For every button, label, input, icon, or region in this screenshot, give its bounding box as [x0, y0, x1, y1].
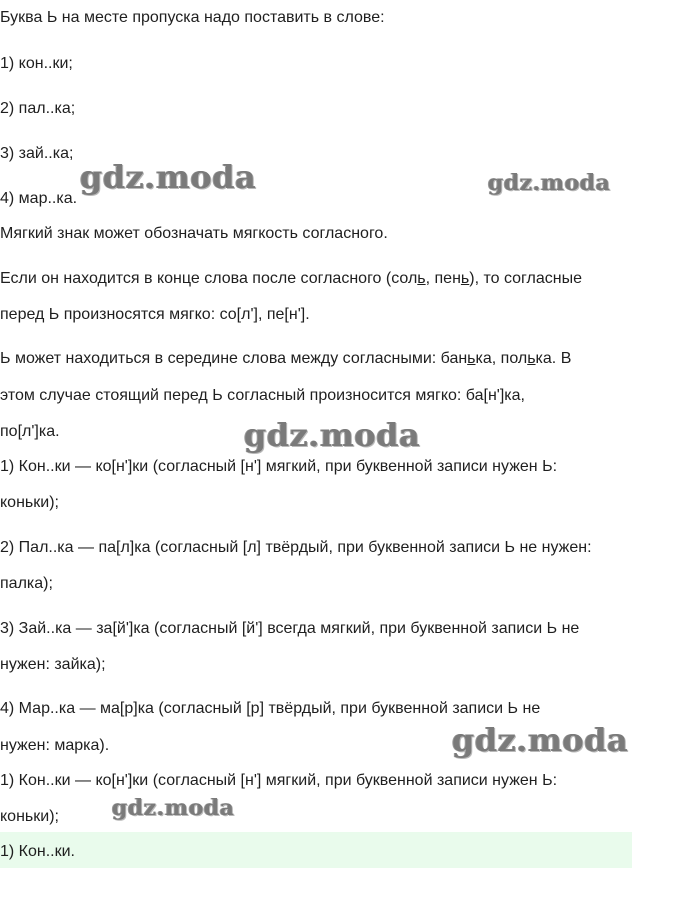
- analysis-4-line-2: нужен: марка).: [0, 737, 110, 754]
- answer-text: 1) Кон..ки.: [0, 843, 75, 860]
- analysis-2-line-1: 2) Пал..ка — па[л]ка (согласный [л] твёрдый, при буквенной записи Ь не нужен:: [0, 539, 592, 556]
- watermark-logo: gdz.moda: [112, 795, 235, 821]
- conclusion-line-1: 1) Кон..ки — ко[н']ки (согласный [н'] мягкий, при буквенной записи нужен Ь:: [0, 772, 558, 789]
- question-text: Буква Ь на месте пропуска надо поставить в слове:: [0, 9, 385, 26]
- analysis-1-line-1: 1) Кон..ки — ко[н']ки (согласный [н'] мягкий, при буквенной записи нужен Ь:: [0, 458, 558, 475]
- watermark-logo: gdz.moda: [452, 721, 629, 759]
- analysis-4-line-1: 4) Мар..ка — ма[р]ка (согласный [р] твёрдый, при буквенной записи Ь не: [0, 700, 541, 717]
- answer-box: [0, 832, 632, 868]
- option-3: 3) зай..ка;: [0, 145, 74, 162]
- conclusion-line-2: коньки);: [0, 808, 59, 825]
- analysis-1-line-2: коньки);: [0, 494, 59, 511]
- rule-2-line-2: этом случае стоящий перед Ь согласный произносится мягко: ба[н']ка,: [0, 387, 525, 404]
- rule-2-line-3: по[л']ка.: [0, 423, 60, 440]
- watermark-logo: gdz.moda: [488, 170, 611, 196]
- analysis-3-line-1: 3) Зай..ка — за[й']ка (согласный [й'] всегда мягкий, при буквенной записи Ь не: [0, 620, 580, 637]
- analysis-3-line-2: нужен: зайка);: [0, 656, 106, 673]
- option-1: 1) кон..ки;: [0, 55, 73, 72]
- option-4: 4) мар..ка.: [0, 190, 78, 207]
- watermark-logo: gdz.moda: [80, 158, 257, 196]
- rule-1-line-1: Если он находится в конце слова после согласного (соль, пень), то согласные: [0, 270, 583, 287]
- watermark-logo: gdz.moda: [244, 416, 421, 454]
- option-2: 2) пал..ка;: [0, 100, 76, 117]
- rule-1-line-2: перед Ь произносятся мягко: со[л'], пе[н'].: [0, 306, 310, 323]
- analysis-2-line-2: палка);: [0, 575, 53, 592]
- explanation-intro: Мягкий знак может обозначать мягкость согласного.: [0, 225, 388, 242]
- rule-2-line-1: Ь может находиться в середине слова между согласными: банька, полька. В: [0, 350, 572, 367]
